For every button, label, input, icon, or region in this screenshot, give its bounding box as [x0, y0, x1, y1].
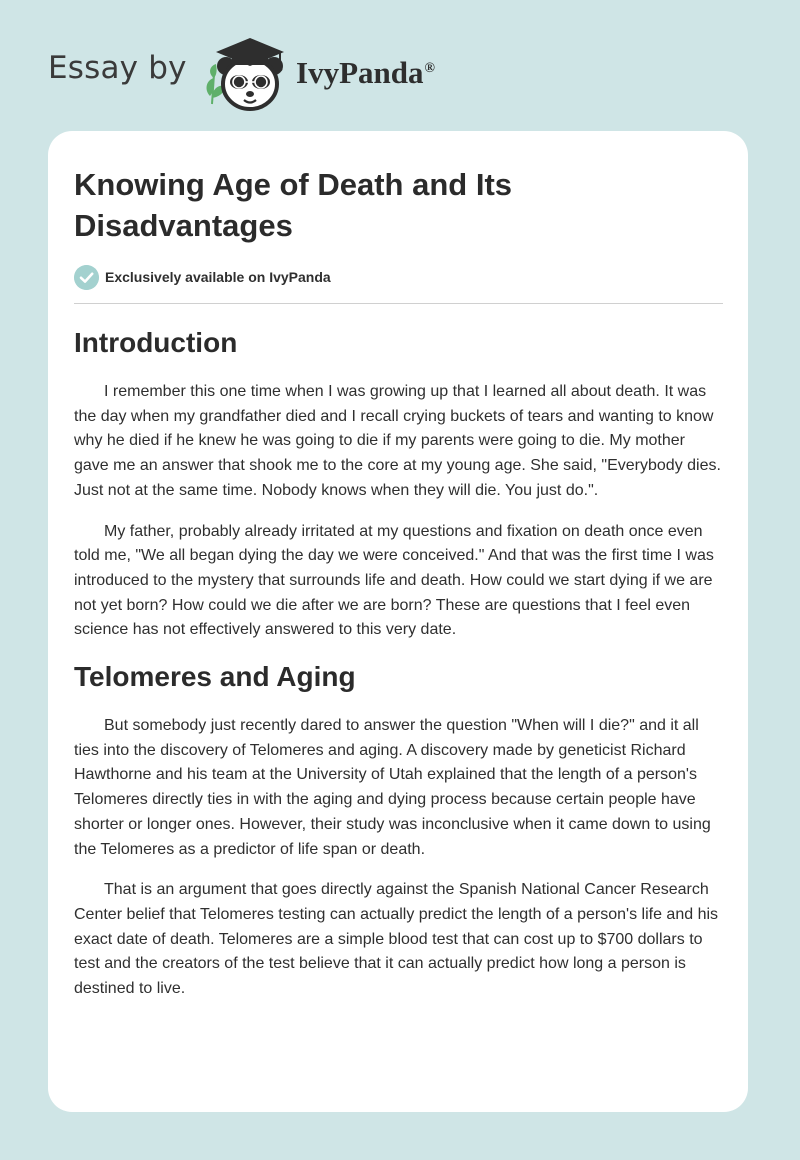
paragraph: That is an argument that goes directly against the Spanish National Cancer Research Center belief that Telomeres testing can actually predict the length of a person's life and his exact date of death. Telomeres are a simple blood test that can cost up to $700 dollars to test and the creators of the test believe that it can actually predict how long a person is destined to live. — [74, 881, 719, 998]
exclusive-label: Exclusively available on IvyPanda — [105, 269, 331, 285]
brand-header[interactable] — [48, 30, 468, 120]
essay-title: Knowing Age of Death and Its Disadvantages — [74, 167, 513, 243]
title-divider — [74, 303, 723, 304]
brand-prefix: Essay by — [48, 50, 187, 86]
section-heading-introduction: Introduction — [74, 327, 238, 358]
brand-name: IvyPanda® — [296, 55, 435, 90]
exclusive-badge — [74, 264, 331, 290]
section-heading-telomeres-and-aging: Telomeres and Aging — [74, 661, 356, 693]
check-circle-icon — [74, 265, 99, 290]
paragraph: My father, probably already irritated at my questions and fixation on death once even told me, "We all began dying the day we were conceived." And that was the first time I was introduced to the mystery that surrounds life and death. How could we start dying if we are not yet born? How could we die after we are born? These are questions that I feel even science has not effectively answered to this very date. — [74, 522, 714, 639]
registered-mark: ® — [424, 60, 435, 76]
paragraph: I remember this one time when I was growing up that I learned all about death. It was the day when my grandfather died and I recall crying buckets of tears and wanting to know why he died if he knew he was going to die if my parents were going to die. My mother gave me an answer that shook me to the core at my young age. She said, "Everybody dies. Just not at the same time. Nobody knows when they will die. You just do.". — [74, 383, 721, 499]
essay-card — [48, 131, 748, 1112]
paragraph: But somebody just recently dared to answer the question "When will I die?" and it all ties into the discovery of Telomeres and aging. A discovery made by geneticist Richard Hawthorne and his team at the University of Utah explained that the length of a person's Telomeres directly ties in with the aging and dying process because certain people have shorter or longer ones. However, their study was inconclusive when it came down to using the Telomeres as a predictor of life span or death. — [74, 717, 711, 858]
essay-body — [74, 323, 724, 1002]
panda-logo-icon — [200, 34, 292, 114]
